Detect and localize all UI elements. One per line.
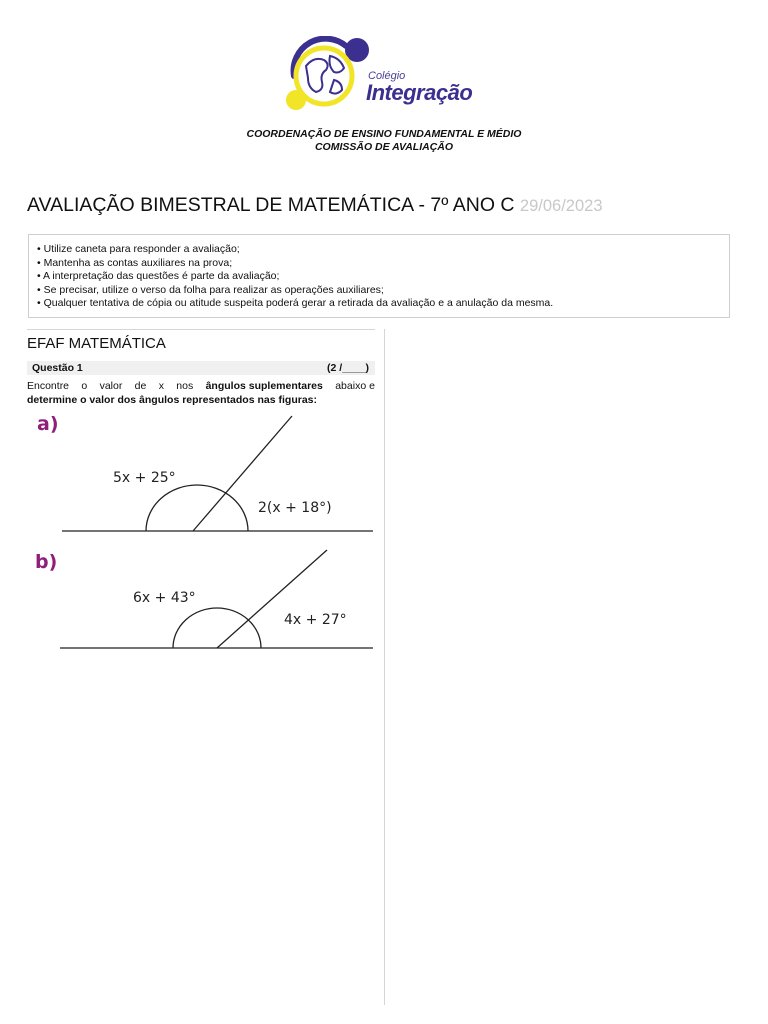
arc-b	[173, 608, 261, 648]
q-word: valor	[99, 380, 123, 392]
exam-title	[27, 194, 603, 217]
section-title: EFAF MATEMÁTICA	[27, 335, 166, 352]
question-text	[27, 380, 375, 407]
rule-item: • Qualquer tentativa de cópia ou atitude suspeita poderá gerar a retirada da avaliação e a anulação da mesma.	[37, 297, 554, 309]
question-label: Questão 1	[32, 362, 83, 374]
q-after: abaixo e	[335, 380, 375, 392]
exam-date: 29/06/2023	[519, 197, 603, 215]
q-bold-term: ângulos suplementares	[205, 380, 323, 392]
coordination-line: COORDENAÇÃO DE ENSINO FUNDAMENTAL E MÉDIO	[246, 128, 522, 140]
question-header	[27, 361, 375, 375]
q-word: x	[158, 380, 164, 392]
rule-item: • Utilize caneta para responder a avaliação;	[37, 243, 240, 255]
figure-a-tag: a)	[37, 413, 59, 435]
figure-a-left-angle: 5x + 25°	[113, 470, 176, 486]
q-word: de	[134, 380, 147, 392]
figure-b-right-angle: 4x + 27°	[284, 612, 347, 628]
question-score: (2 /____)	[326, 362, 369, 374]
ray-b	[217, 550, 327, 648]
section-divider	[27, 329, 375, 330]
figure-b	[27, 544, 377, 656]
exam-title-main: AVALIAÇÃO BIMESTRAL DE MATEMÁTICA - 7º ANO C	[27, 194, 515, 216]
q-word: nos	[176, 380, 194, 392]
logo-big-text: Integração	[366, 80, 473, 105]
figure-b-tag: b)	[35, 551, 58, 573]
figure-b-left-angle: 6x + 43°	[133, 590, 196, 606]
rule-item: • Se precisar, utilize o verso da folha para realizar as operações auxiliares;	[37, 283, 384, 296]
rule-item: • Mantenha as contas auxiliares na prova;	[37, 256, 233, 269]
q-word: o	[81, 380, 88, 392]
rule-item: • A interpretação das questões é parte da avaliação;	[37, 270, 280, 282]
school-logo	[284, 36, 484, 114]
column-divider	[384, 329, 385, 1005]
logo-small-text: Colégio	[368, 70, 406, 82]
figure-a	[27, 410, 377, 540]
commission-line: COMISSÃO DE AVALIAÇÃO	[314, 141, 454, 153]
arc-a	[146, 485, 248, 531]
q-word: Encontre	[27, 380, 70, 392]
figure-a-right-angle: 2(x + 18°)	[258, 500, 332, 516]
rules-box	[28, 234, 730, 318]
q-line2: determine o valor dos ângulos representados nas figuras:	[27, 393, 317, 406]
